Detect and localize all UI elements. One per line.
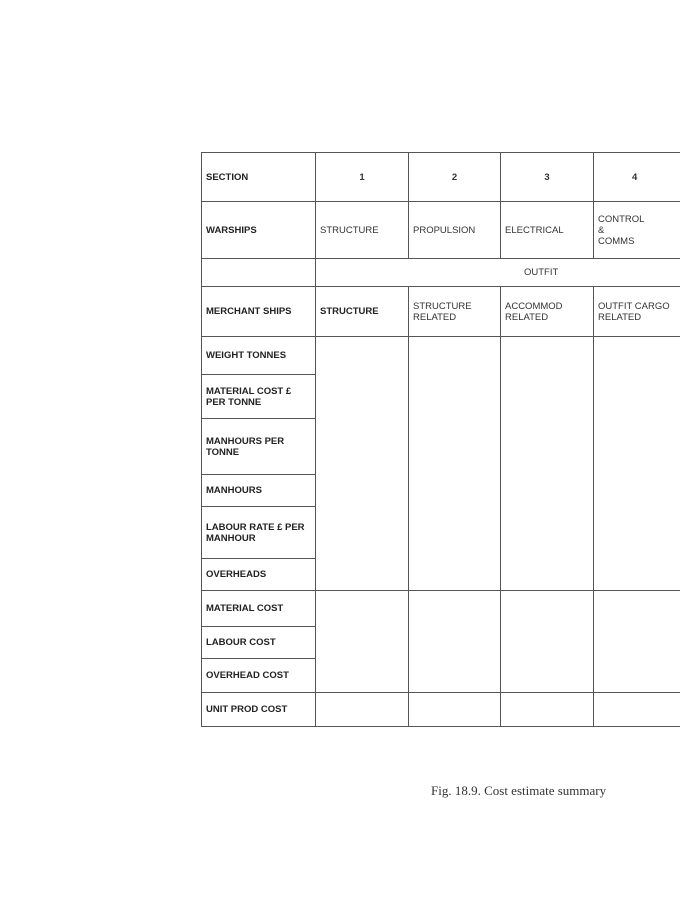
data-cell bbox=[316, 337, 409, 591]
cost-row-label: MANHOURS PER TONNE bbox=[202, 419, 316, 475]
cost-row bbox=[202, 591, 680, 627]
outfit-span: OUTFIT bbox=[316, 259, 680, 287]
warships-cell: STRUCTURE bbox=[316, 202, 409, 259]
outfit-row bbox=[202, 259, 680, 287]
cost-row-label: WEIGHT TONNES bbox=[202, 337, 316, 375]
data-cell bbox=[409, 591, 501, 693]
cost-row-label: MATERIAL COST bbox=[202, 591, 316, 627]
cost-row-label: OVERHEAD COST bbox=[202, 659, 316, 693]
section-row bbox=[202, 153, 680, 202]
merchant-cell: STRUCTURE bbox=[316, 287, 409, 337]
warships-row bbox=[202, 202, 680, 259]
data-cell bbox=[316, 591, 409, 693]
cost-row bbox=[202, 693, 680, 727]
warships-label: WARSHIPS bbox=[202, 202, 316, 259]
merchant-cell: ACCOMMOD RELATED bbox=[501, 287, 594, 337]
cost-estimate-table bbox=[201, 152, 680, 727]
section-number: 4 bbox=[594, 153, 680, 202]
data-cell bbox=[594, 693, 680, 727]
data-cell bbox=[594, 337, 680, 591]
data-cell bbox=[316, 693, 409, 727]
cost-row-label: LABOUR RATE £ PER MANHOUR bbox=[202, 507, 316, 559]
merchant-cell: STRUCTURE RELATED bbox=[409, 287, 501, 337]
data-cell bbox=[409, 337, 501, 591]
cost-row-label: LABOUR COST bbox=[202, 627, 316, 659]
data-cell bbox=[501, 337, 594, 591]
outfit-row-label bbox=[202, 259, 316, 287]
cost-row-label: MATERIAL COST £ PER TONNE bbox=[202, 375, 316, 419]
warships-cell: PROPULSION bbox=[409, 202, 501, 259]
section-number: 2 bbox=[409, 153, 501, 202]
data-cell bbox=[501, 591, 594, 693]
cost-row-label: MANHOURS bbox=[202, 475, 316, 507]
cost-row-label: OVERHEADS bbox=[202, 559, 316, 591]
warships-cell: ELECTRICAL bbox=[501, 202, 594, 259]
data-cell bbox=[409, 693, 501, 727]
merchant-ships-row bbox=[202, 287, 680, 337]
section-number: 3 bbox=[501, 153, 594, 202]
merchant-ships-label: MERCHANT SHIPS bbox=[202, 287, 316, 337]
data-cell bbox=[501, 693, 594, 727]
section-label: SECTION bbox=[202, 153, 316, 202]
section-number: 1 bbox=[316, 153, 409, 202]
cost-row bbox=[202, 337, 680, 375]
merchant-cell: OUTFIT CARGO RELATED bbox=[594, 287, 680, 337]
figure-caption: Fig. 18.9. Cost estimate summary bbox=[431, 783, 607, 798]
warships-cell: CONTROL & COMMS bbox=[594, 202, 680, 259]
cost-row-label: UNIT PROD COST bbox=[202, 693, 316, 727]
data-cell bbox=[594, 591, 680, 693]
